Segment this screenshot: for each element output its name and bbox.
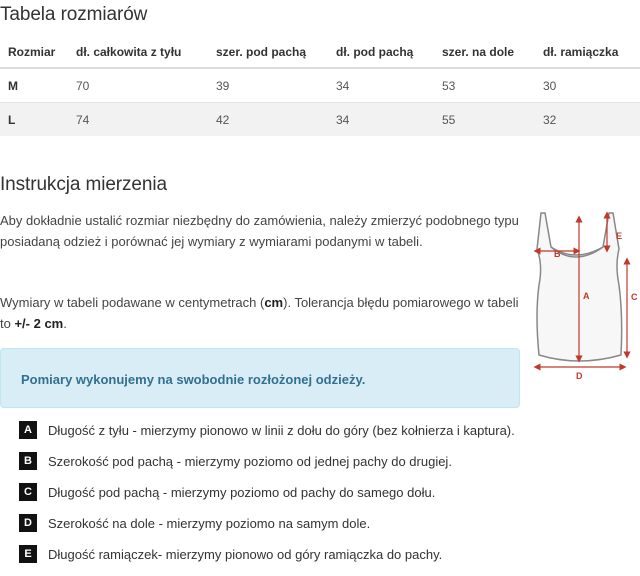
column-header: dł. ramiączka [535,36,640,68]
table-cell: 53 [434,68,535,103]
legend-item-d [19,513,619,535]
table-cell: 32 [535,103,640,137]
legend-item-a [19,420,619,442]
legend-letter-badge: C [19,483,37,501]
info-alert [0,348,520,408]
legend-letter-badge: E [19,545,37,563]
legend-description: Długość z tyłu - mierzymy pionowo w linii z dołu do góry (bez kołnierza i kaptura). [48,423,515,438]
units-tolerance-text [0,292,520,334]
measure-intro-text: Aby dokładnie ustalić rozmiar niezbędny do zamówienia, należy zmierzyć podobnego typu posiadaną odzież i porównać jej wymiary z wymiarami podanymi w tabeli. [0,213,519,249]
table-cell: 55 [434,103,535,137]
diagram-label-e: E [616,231,623,241]
column-header: Rozmiar [0,36,68,68]
units-text-part: ). Tolerancja błędu pomiarowego w tabeli to [0,295,519,331]
legend-description: Szerokość pod pachą - mierzymy poziomo od jednej pachy do drugiej. [48,454,452,469]
table-row [0,68,640,103]
legend-description: Długość pod pachą - mierzymy poziomo od pachy do samego dołu. [48,485,436,500]
column-header: szer. pod pachą [208,36,328,68]
legend-description: Szerokość na dole - mierzymy poziomo na samym dole. [48,516,371,531]
legend-letter-badge: B [19,452,37,470]
diagram-label-d: D [576,371,583,381]
column-header: dł. pod pachą [328,36,434,68]
tank-top-measurement-diagram [527,205,639,383]
table-cell: 74 [68,103,208,137]
legend-item-c [19,482,619,504]
tolerance-value: +/- 2 cm [14,316,64,331]
table-cell: 34 [328,103,434,137]
unit-value: cm [264,295,284,310]
legend-letter-badge: D [19,514,37,532]
table-cell: 34 [328,68,434,103]
size-table-title: Tabela rozmiarów [0,4,148,25]
table-row [0,103,640,137]
table-cell: 42 [208,103,328,137]
info-alert-text: Pomiary wykonujemy na swobodnie rozłożonej odzieży. [21,372,366,387]
measure-instructions-title: Instrukcja mierzenia [0,174,167,195]
table-cell: 70 [68,68,208,103]
table-cell: 30 [535,68,640,103]
legend-letter-badge: A [19,421,37,439]
units-text-part: Wymiary w tabeli podawane w centymetrach ( [0,295,265,310]
table-cell: 39 [208,68,328,103]
size-cell: M [0,68,68,103]
column-header: szer. na dole [434,36,535,68]
column-header: dł. całkowita z tyłu [68,36,208,68]
legend-item-e [19,544,619,566]
units-text-part: . [63,316,67,331]
table-header-row [0,36,640,68]
diagram-label-b: B [554,249,561,259]
legend-item-b [19,451,619,473]
legend-description: Długość ramiączek- mierzymy pionowo od góry ramiączka do pachy. [48,547,443,562]
size-table [0,36,640,136]
diagram-label-c: C [631,292,638,302]
size-cell: L [0,103,68,137]
diagram-label-a: A [583,291,590,301]
